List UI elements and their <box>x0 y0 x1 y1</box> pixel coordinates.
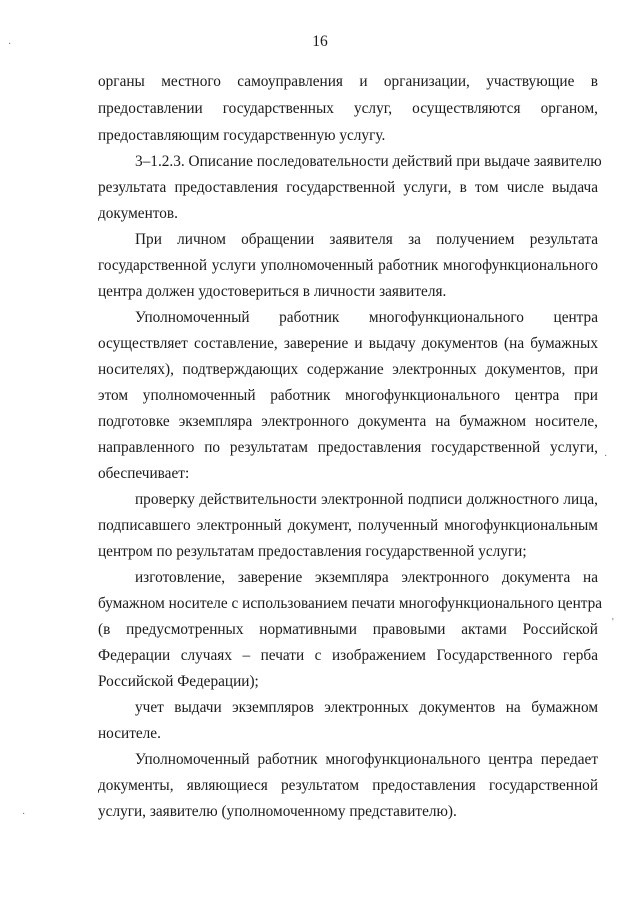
paragraph-line: услуги, заявителю (уполномоченному представителю). <box>98 803 457 820</box>
scan-speck: · <box>604 451 608 462</box>
scan-speck: · <box>8 39 12 50</box>
paragraph-line: осуществляет составление, заверение и выдачу документов (на бумажных <box>98 335 598 352</box>
scan-speck: ' <box>612 617 614 628</box>
paragraph-line: центра должен удостовериться в личности заявителя. <box>98 283 447 300</box>
paragraph-line: предоставлении государственных услуг, осуществляются органом, <box>98 100 598 117</box>
paragraph-line: изготовление, заверение экземпляра электронного документа на <box>135 569 598 586</box>
section-heading-line: 3–1.2.3. Описание последовательности действий при выдаче заявителю <box>135 153 602 170</box>
page-number: 16 <box>312 33 328 50</box>
paragraph-line: государственной услуги уполномоченный работник многофункционального <box>98 257 598 274</box>
paragraph-line: Уполномоченный работник многофункционального центра передает <box>135 751 598 768</box>
paragraph-line: подготовке экземпляра электронного документа на бумажном носителе, <box>98 413 598 430</box>
paragraph-line: проверку действительности электронной подписи должностного лица, <box>135 491 598 508</box>
paragraph-line: направленного по результатам предоставления государственной услуги, <box>98 439 598 456</box>
paragraph-line: органы местного самоуправления и организации, участвующие в <box>98 73 598 90</box>
paragraph-line: предоставляющим государственную услугу. <box>98 127 386 144</box>
paragraph-line: обеспечивает: <box>98 465 190 482</box>
paragraph-line: Федерации случаях – печати с изображением Государственного герба <box>98 647 598 664</box>
paragraph-line: При личном обращении заявителя за получением результата <box>135 231 598 248</box>
paragraph-line: этом уполномоченный работник многофункционального центра при <box>98 387 598 404</box>
paragraph-line: подписавшего электронный документ, полученный многофункциональным <box>98 517 598 534</box>
paragraph-line: результата предоставления государственной услуги, в том числе выдача <box>98 179 598 196</box>
paragraph-line: носителях), подтверждающих содержание электронных документов, при <box>98 361 598 378</box>
paragraph-line: центром по результатам предоставления государственной услуги; <box>98 543 527 560</box>
scan-speck: · <box>22 809 26 820</box>
paragraph-line: документов. <box>98 205 178 222</box>
paragraph-line: (в предусмотренных нормативными правовыми актами Российской <box>98 621 598 638</box>
paragraph-line: учет выдачи экземпляров электронных документов на бумажном <box>135 699 598 716</box>
paragraph-line: Уполномоченный работник многофункционального центра <box>135 309 598 326</box>
paragraph-line: носителе. <box>98 725 161 742</box>
paragraph-line: Российской Федерации); <box>98 673 259 690</box>
paragraph-line: документы, являющиеся результатом предоставления государственной <box>98 777 598 794</box>
paragraph-line: бумажном носителе с использованием печати многофункционального центра <box>98 595 603 612</box>
